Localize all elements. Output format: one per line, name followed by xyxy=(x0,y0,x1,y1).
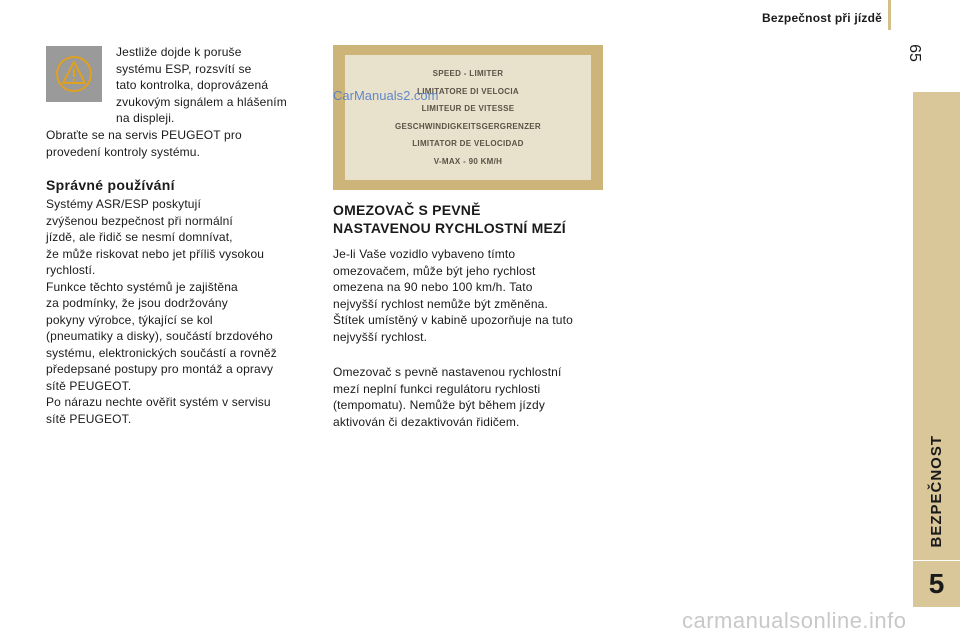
header-divider xyxy=(888,0,891,30)
text-line: Systémy ASR/ESP poskytují xyxy=(46,197,201,211)
text-line: Funkce těchto systémů je zajištěna xyxy=(46,279,238,294)
text-line: Po nárazu nechte ověřit systém v servisu xyxy=(46,395,271,409)
text-line: mezí neplní funkci regulátoru rychlosti xyxy=(333,381,541,396)
text-line: předepsané postupy pro montáž a opravy xyxy=(46,362,274,376)
text-line: za podmínky, že jsou dodržovány xyxy=(46,296,228,310)
plate-line: GESCHWINDIGKEITSGERGRENZER xyxy=(394,121,542,131)
speed-limiter-para-1 xyxy=(333,246,613,345)
plate-line: LIMITATOR DE VELOCIDAD xyxy=(412,139,524,148)
text-line: sítě PEUGEOT. xyxy=(46,378,132,393)
text-line: nejvyšší rychlost. xyxy=(333,329,428,344)
plate-line: SPEED - LIMITER xyxy=(432,69,504,78)
chapter-title: BEZPEČNOST xyxy=(928,435,945,548)
speed-limiter-plate xyxy=(345,55,591,180)
text-line: že může riskovat nebo jet příliš vysokou xyxy=(46,246,265,261)
text-line: rychlostí. xyxy=(46,263,96,277)
text-line: systému, elektronických součástí a rovněž xyxy=(46,345,277,360)
text-line: Štítek umístěný v kabině upozorňuje na tuto xyxy=(333,313,573,327)
chapter-tab-label-wrap xyxy=(913,92,960,560)
text-line: omezena na 90 nebo 100 km/h. Tato xyxy=(333,280,533,294)
warning-triangle-icon xyxy=(54,54,94,94)
footer-watermark: carmanualsonline.info xyxy=(682,608,907,633)
text-line: (tempomatu). Nemůže být během jízdy xyxy=(333,398,545,412)
speed-limiter-para-2 xyxy=(333,364,613,430)
text-line: zvukovým signálem a hlášením xyxy=(116,94,287,109)
page-number: 65 xyxy=(905,44,923,62)
warning-indicator xyxy=(46,46,102,102)
text-line: aktivován či dezaktivován řidičem. xyxy=(333,414,520,429)
chapter-number: 5 xyxy=(913,561,960,607)
plate-line: V-MAX - 90 KM/H xyxy=(433,156,503,166)
text-line: omezovačem, může být jeho rychlost xyxy=(333,263,536,278)
text-line: nejvyšší rychlost nemůže být změněna. xyxy=(333,296,548,311)
text-line: jízdě, ale řidič se nesmí domnívat, xyxy=(46,230,233,244)
text-line: Je-li Vaše vozidlo vybaveno tímto xyxy=(333,247,516,261)
text-line: na displeji. xyxy=(116,111,175,125)
text-line: Omezovač s pevně nastavenou rychlostní xyxy=(333,365,562,379)
text-line: Obraťte se na servis PEUGEOT pro xyxy=(46,128,242,142)
section-heading-correct-use: Správné používání xyxy=(46,177,175,193)
text-line: zvýšenou bezpečnost při normální xyxy=(46,213,233,228)
esp-fault-intro xyxy=(116,44,312,127)
text-line: Jestliže dojde k poruše xyxy=(116,45,242,59)
text-line: systému ESP, rozsvítí se xyxy=(116,61,252,76)
correct-use-body xyxy=(46,196,318,427)
section-heading-speed-limiter xyxy=(333,201,623,237)
plate-line: LIMITEUR DE VITESSE xyxy=(421,104,515,113)
text-line: provedení kontroly systému. xyxy=(46,144,201,159)
heading-line: OMEZOVAČ S PEVNĚ xyxy=(333,202,481,218)
page-header-title: Bezpečnost při jízdě xyxy=(761,11,882,25)
text-line: tato kontrolka, doprovázená xyxy=(116,78,269,92)
plate-line: LIMITATORE DI VELOCIA xyxy=(417,86,519,96)
text-line: pokyny výrobce, týkající se kol xyxy=(46,312,213,327)
heading-line: NASTAVENOU RYCHLOSTNÍ MEZÍ xyxy=(333,220,566,236)
plate-watermark: CarManuals2.com xyxy=(333,88,439,103)
service-instruction xyxy=(46,127,316,160)
text-line: (pneumatiky a disky), součástí brzdového xyxy=(46,329,273,343)
text-line: sítě PEUGEOT. xyxy=(46,411,132,426)
